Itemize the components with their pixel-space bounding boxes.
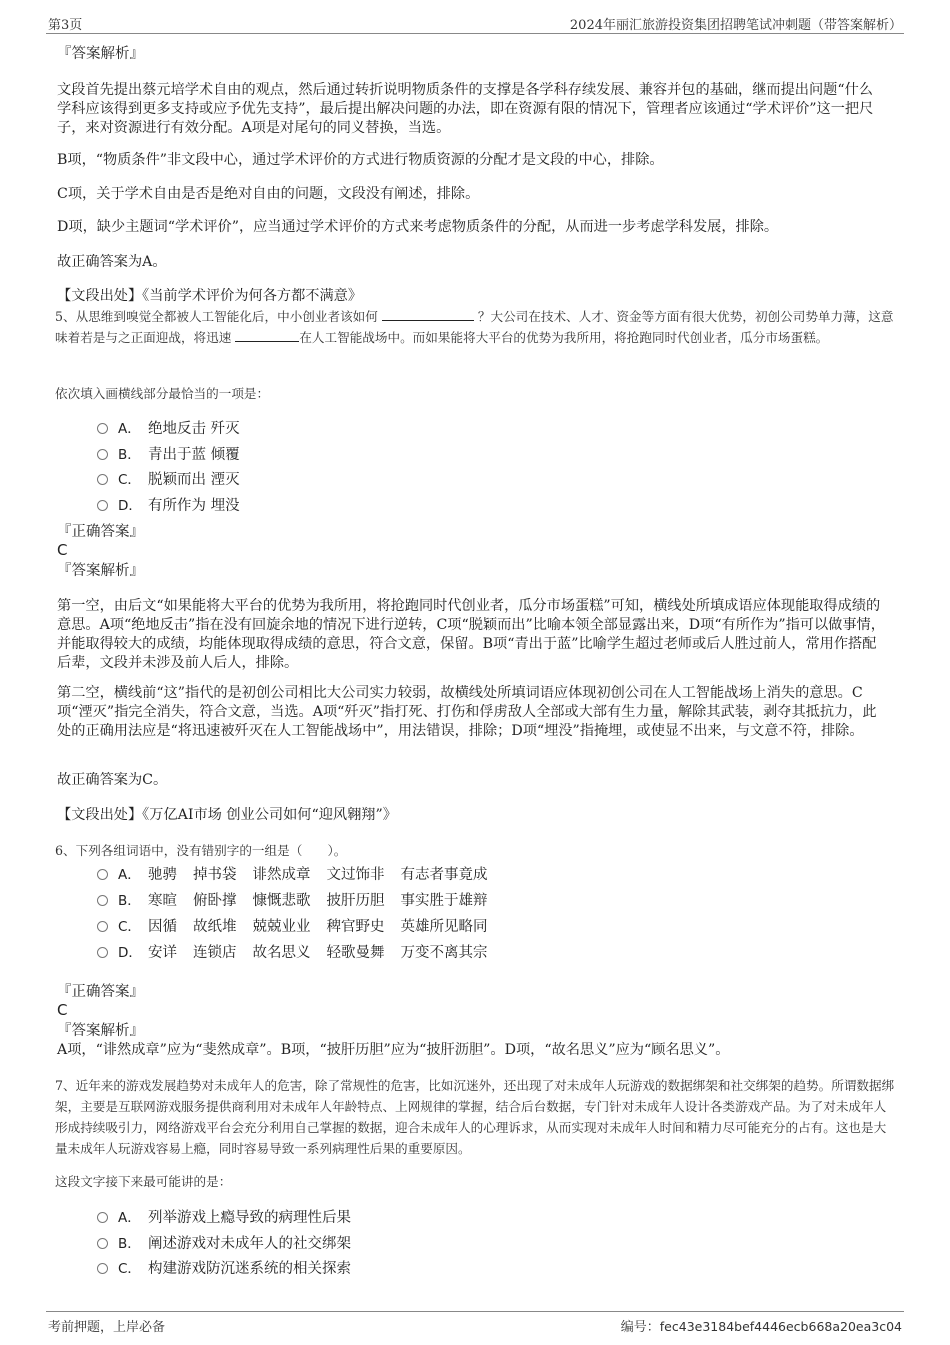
page-footer <box>46 1311 904 1338</box>
q6-stem: 6、下列各组词语中，没有错别字的一组是（ ）。 <box>55 843 347 858</box>
q5-option-d[interactable]: D． 有所作为 埋没 <box>97 494 240 515</box>
radio-icon[interactable] <box>97 921 108 932</box>
q7-option-c[interactable]: C． 构建游戏防沉迷系统的相关探索 <box>97 1257 351 1278</box>
radio-icon[interactable] <box>97 1212 108 1223</box>
q5-analysis-label: 『答案解析』 <box>57 563 144 579</box>
q7-stem: 7、近年来的游戏发展趋势对未成年人的危害，除了常规性的危害，比如沉迷外，还出现了对未成年人玩游戏的数据绑架和社交绑架的趋势。所谓数据绑架，主要是互联网游戏服务提供商利用对未成年人年龄特点、上网规律的掌握，结合后台数据，专门针对未成年人设计各类游戏产品。为了对未成年人形成持续吸引力，网络游戏平台会充分利用自己掌握的数据，迎合未成年人的心理诉求，从而实现对未成年人时间和精力尽可能充分的占有。这也是大量未成年人玩游戏容易上瘾，同时容易导致一系列病理性后果的重要原因。 <box>55 1078 895 1156</box>
q6-analysis-label: 『答案解析』 <box>57 1023 144 1039</box>
page-number: 第3页 <box>48 18 83 33</box>
q4-analysis-para-2: B项，“物质条件”非文段中心，通过学术评价的方式进行物质资源的分配才是文段的中心，排除。 <box>57 152 664 168</box>
q7-option-a[interactable]: A． 列举游戏上瘾导致的病理性后果 <box>97 1206 351 1227</box>
q5-stem: 5、从思维到嗅觉全都被人工智能化后，中小创业者该如何 ？大公司在技术、人才、资金等方面有很大优势，初创公司势单力薄，这意味着若是与之正面迎战，将迅速 在人工智能战场中。而如果能将大平台的优势为我所用，将抢跑同时代创业者，瓜分市场蛋糕。 <box>55 309 894 345</box>
q4-source: 【文段出处】《当前学术评价为何各方都不满意》 <box>57 288 363 304</box>
q5-option-c[interactable]: C． 脱颖而出 湮灭 <box>97 468 240 489</box>
page-header <box>46 11 904 34</box>
document-title: 2024年丽汇旅游投资集团招聘笔试冲刺题（带答案解析） <box>569 18 902 33</box>
q4-analysis-para-1: 文段首先提出蔡元培学术自由的观点，然后通过转折说明物质条件的支撑是各学科存续发展、兼容并包的基础，继而提出问题“什么学科应该得到更多支持或应予优先支持”，最后提出解决问题的办法，即在资源有限的情况下，管理者应该通过“学术评价”这一把尺子，来对资源进行有效分配。A项是对尾句的同义替换，当选。 <box>57 82 874 136</box>
q6-analysis: A项，“诽然成章”应为“斐然成章”。B项，“披肝历胆”应为“披肝沥胆”。D项，“故名思义”应为“顾名思义”。 <box>57 1042 730 1058</box>
blank-1 <box>382 308 474 321</box>
q6-option-a[interactable]: A． 驰骋 掉书袋 诽然成章 文过饰非 有志者事竟成 <box>97 863 504 884</box>
q7-prompt: 这段文字接下来最可能讲的是： <box>55 1174 232 1189</box>
q4-analysis-para-3: C项，关于学术自由是否是绝对自由的问题，文段没有阐述，排除。 <box>57 186 480 202</box>
q7-option-b[interactable]: B． 阐述游戏对未成年人的社交绑架 <box>97 1232 351 1253</box>
q4-analysis-para-4: D项，缺少主题词“学术评价”，应当通过学术评价的方式来考虑物质条件的分配，从而进一步考虑学科发展，排除。 <box>57 219 779 235</box>
q5-analysis-para-2: 第二空，横线前“这”指代的是初创公司相比大公司实力较弱，故横线处所填词语应体现初创公司在人工智能战场上消失的意思。C项“湮灭”指完全消失，符合文意，当选。A项“歼灭”指打死、打伤和俘虏敌人全部或大部有生力量，解除其武装，剥夺其抵抗力，此处的正确用法应是“将迅速被歼灭在人工智能战场中”，用法错误，排除；D项“埋没”指掩埋，或使显不出来，与文意不符，排除。 <box>57 685 877 739</box>
q5-analysis-para-1: 第一空，由后文“如果能将大平台的优势为我所用，将抢跑同时代创业者，瓜分市场蛋糕”可知，横线处所填成语应体现能取得成绩的意思。A项“绝地反击”指在没有回旋余地的情况下进行逆转，C项“脱颖而出”比喻本领全部显露出来，D项“有所作为”指可以做事情，并能取得较大的成绩，均能体现取得成绩的意思，符合文意，保留。B项“青出于蓝”比喻学生超过老师或后人胜过前人，常用作搭配后辈，文段并未涉及前人后人，排除。 <box>57 598 885 671</box>
q5-correct-label: 『正确答案』 <box>57 524 144 540</box>
radio-icon[interactable] <box>97 474 108 485</box>
radio-icon[interactable] <box>97 1263 108 1274</box>
q5-answer-line: 故正确答案为C。 <box>57 772 168 788</box>
q5-prompt: 依次填入画横线部分最恰当的一项是： <box>55 386 270 401</box>
q4-answer-line: 故正确答案为A。 <box>57 254 167 270</box>
q5-option-a[interactable]: A． 绝地反击 歼灭 <box>97 417 240 438</box>
radio-icon[interactable] <box>97 869 108 880</box>
footer-slogan: 考前押题，上岸必备 <box>48 1320 166 1335</box>
q4-analysis-label: 『答案解析』 <box>57 46 144 62</box>
q6-correct-answer: C <box>57 1001 68 1019</box>
radio-icon[interactable] <box>97 947 108 958</box>
q6-option-b[interactable]: B． 寒暄 俯卧撑 慷慨悲歌 披肝历胆 事实胜于雄辩 <box>97 889 504 910</box>
q6-option-d[interactable]: D． 安详 连锁店 故名思义 轻歌曼舞 万变不离其宗 <box>97 941 504 962</box>
radio-icon[interactable] <box>97 895 108 906</box>
q6-option-c[interactable]: C． 因循 故纸堆 兢兢业业 稗官野史 英雄所见略同 <box>97 915 504 936</box>
blank-2 <box>235 329 299 342</box>
q5-option-b[interactable]: B． 青出于蓝 倾覆 <box>97 443 240 464</box>
q5-correct-answer: C <box>57 541 68 559</box>
radio-icon[interactable] <box>97 423 108 434</box>
document-code: 编号：fec43e3184bef4446ecb668a20ea3c04 <box>620 1319 902 1335</box>
radio-icon[interactable] <box>97 500 108 511</box>
radio-icon[interactable] <box>97 1238 108 1249</box>
q5-source: 【文段出处】《万亿AI市场 创业公司如何“迎风翱翔”》 <box>57 807 397 823</box>
q6-correct-label: 『正确答案』 <box>57 984 144 1000</box>
radio-icon[interactable] <box>97 449 108 460</box>
